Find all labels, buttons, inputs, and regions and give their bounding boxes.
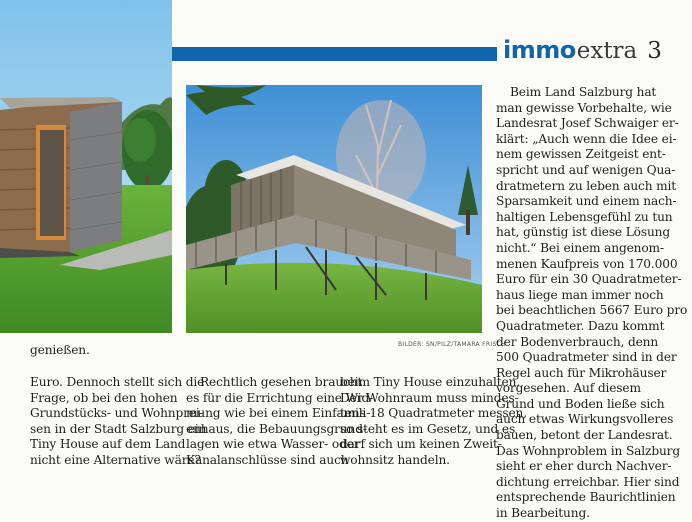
text-line: 500 Quadratmeter sind in der [496, 350, 677, 365]
text-line: lagen wie etwa Wasser- oder [186, 437, 360, 452]
text-line: Der Wohnraum muss mindes- [340, 390, 519, 405]
text-line: Regel auch für Mikrohäuser [496, 365, 667, 380]
stilt-house-photo [186, 85, 482, 333]
text-line: Grund und Boden ließe sich [496, 396, 665, 411]
text-line: nicht.“ Bei einem angenom- [496, 240, 664, 255]
text-line: mung wie bei einem Einfamili- [186, 406, 371, 421]
text-line: wohnsitz handeln. [340, 452, 450, 467]
text-line: beim Tiny House einzuhalten. [340, 375, 521, 389]
text-line: Landesrat Josef Schwaiger er- [496, 116, 679, 131]
text-line: Beim Land Salzburg hat [510, 85, 657, 99]
text-line: genießen. [30, 343, 90, 357]
tiny-house-photo-left [0, 0, 172, 333]
article-col1 [30, 375, 207, 469]
text-line: vorgesehen. Auf diesem [496, 381, 641, 396]
section-brand [503, 36, 662, 68]
text-line: spricht und auf wenigen Qua- [496, 162, 676, 177]
text-line: haus liege man immer noch [496, 287, 664, 302]
text-line: haltigen Lebensgefühl zu tun [496, 209, 673, 224]
text-line: sieht er eher durch Nachver- [496, 459, 672, 474]
text-line: Das Wohnproblem in Salzburg [496, 443, 680, 458]
text-line: in Bearbeitung. [496, 506, 590, 521]
text-line: der Bodenverbrauch, denn [496, 334, 659, 349]
text-line: menen Kaufpreis von 170.000 [496, 256, 678, 271]
text-line: bei beachtlichen 5667 Euro pro [496, 303, 688, 318]
text-line: entsprechende Baurichtlinien [496, 490, 676, 505]
text-line: Euro für ein 30 Quadratmeter- [496, 272, 682, 287]
text-line: Grundstücks- und Wohnprei- [30, 406, 204, 421]
text-line: Tiny House auf dem Land [30, 437, 186, 452]
text-line: sen in der Stadt Salzburg ein [30, 421, 207, 436]
text-line: enhaus, die Bebauungsgrund- [186, 421, 367, 436]
brand-immo: immo [503, 36, 576, 64]
text-line: Quadratmeter. Dazu kommt [496, 318, 665, 333]
brand-extra: extra [576, 38, 638, 64]
article-col3 [340, 375, 527, 469]
text-line: man gewisse Vorbehalte, wie [496, 100, 672, 115]
article-col2 [186, 375, 374, 469]
text-line: darf sich um keinen Zweit- [340, 437, 502, 452]
text-line: nem gewissen Zeitgeist ent- [496, 147, 666, 162]
text-line: klärt: „Auch wenn die Idee ei- [496, 131, 677, 146]
text-line: Kanalanschlüsse sind auch [186, 452, 349, 467]
text-line: dichtung erreichbar. Hier sind [496, 474, 680, 489]
text-line: tens 18 Quadratmeter messen, [340, 406, 527, 421]
text-line: es für die Errichtung eine Wid- [186, 390, 374, 405]
text-line: Frage, ob bei den hohen [30, 390, 178, 405]
photo-credit: BILDER: SN/PILZ/TAMARA FRISCH [398, 341, 506, 348]
text-line: Rechtlich gesehen braucht [200, 375, 363, 389]
header-accent-bar [172, 47, 497, 61]
text-line: Euro. Dennoch stellt sich die [30, 375, 205, 389]
article-col4 [496, 85, 686, 522]
text-line: hat, günstig ist diese Lösung [496, 225, 670, 240]
article-col1-top [30, 343, 90, 359]
page-number: 3 [647, 38, 662, 64]
text-line: Sparsamkeit und einem nach- [496, 194, 677, 209]
text-line: auch etwas Wirkungsvolleres [496, 412, 674, 427]
text-line: dratmetern zu leben auch mit [496, 178, 677, 193]
text-line: nicht eine Alternative wäre? [30, 452, 201, 467]
text-line: so steht es im Gesetz, und es [340, 421, 516, 436]
text-line: bauen, betont der Landesrat. [496, 428, 673, 443]
